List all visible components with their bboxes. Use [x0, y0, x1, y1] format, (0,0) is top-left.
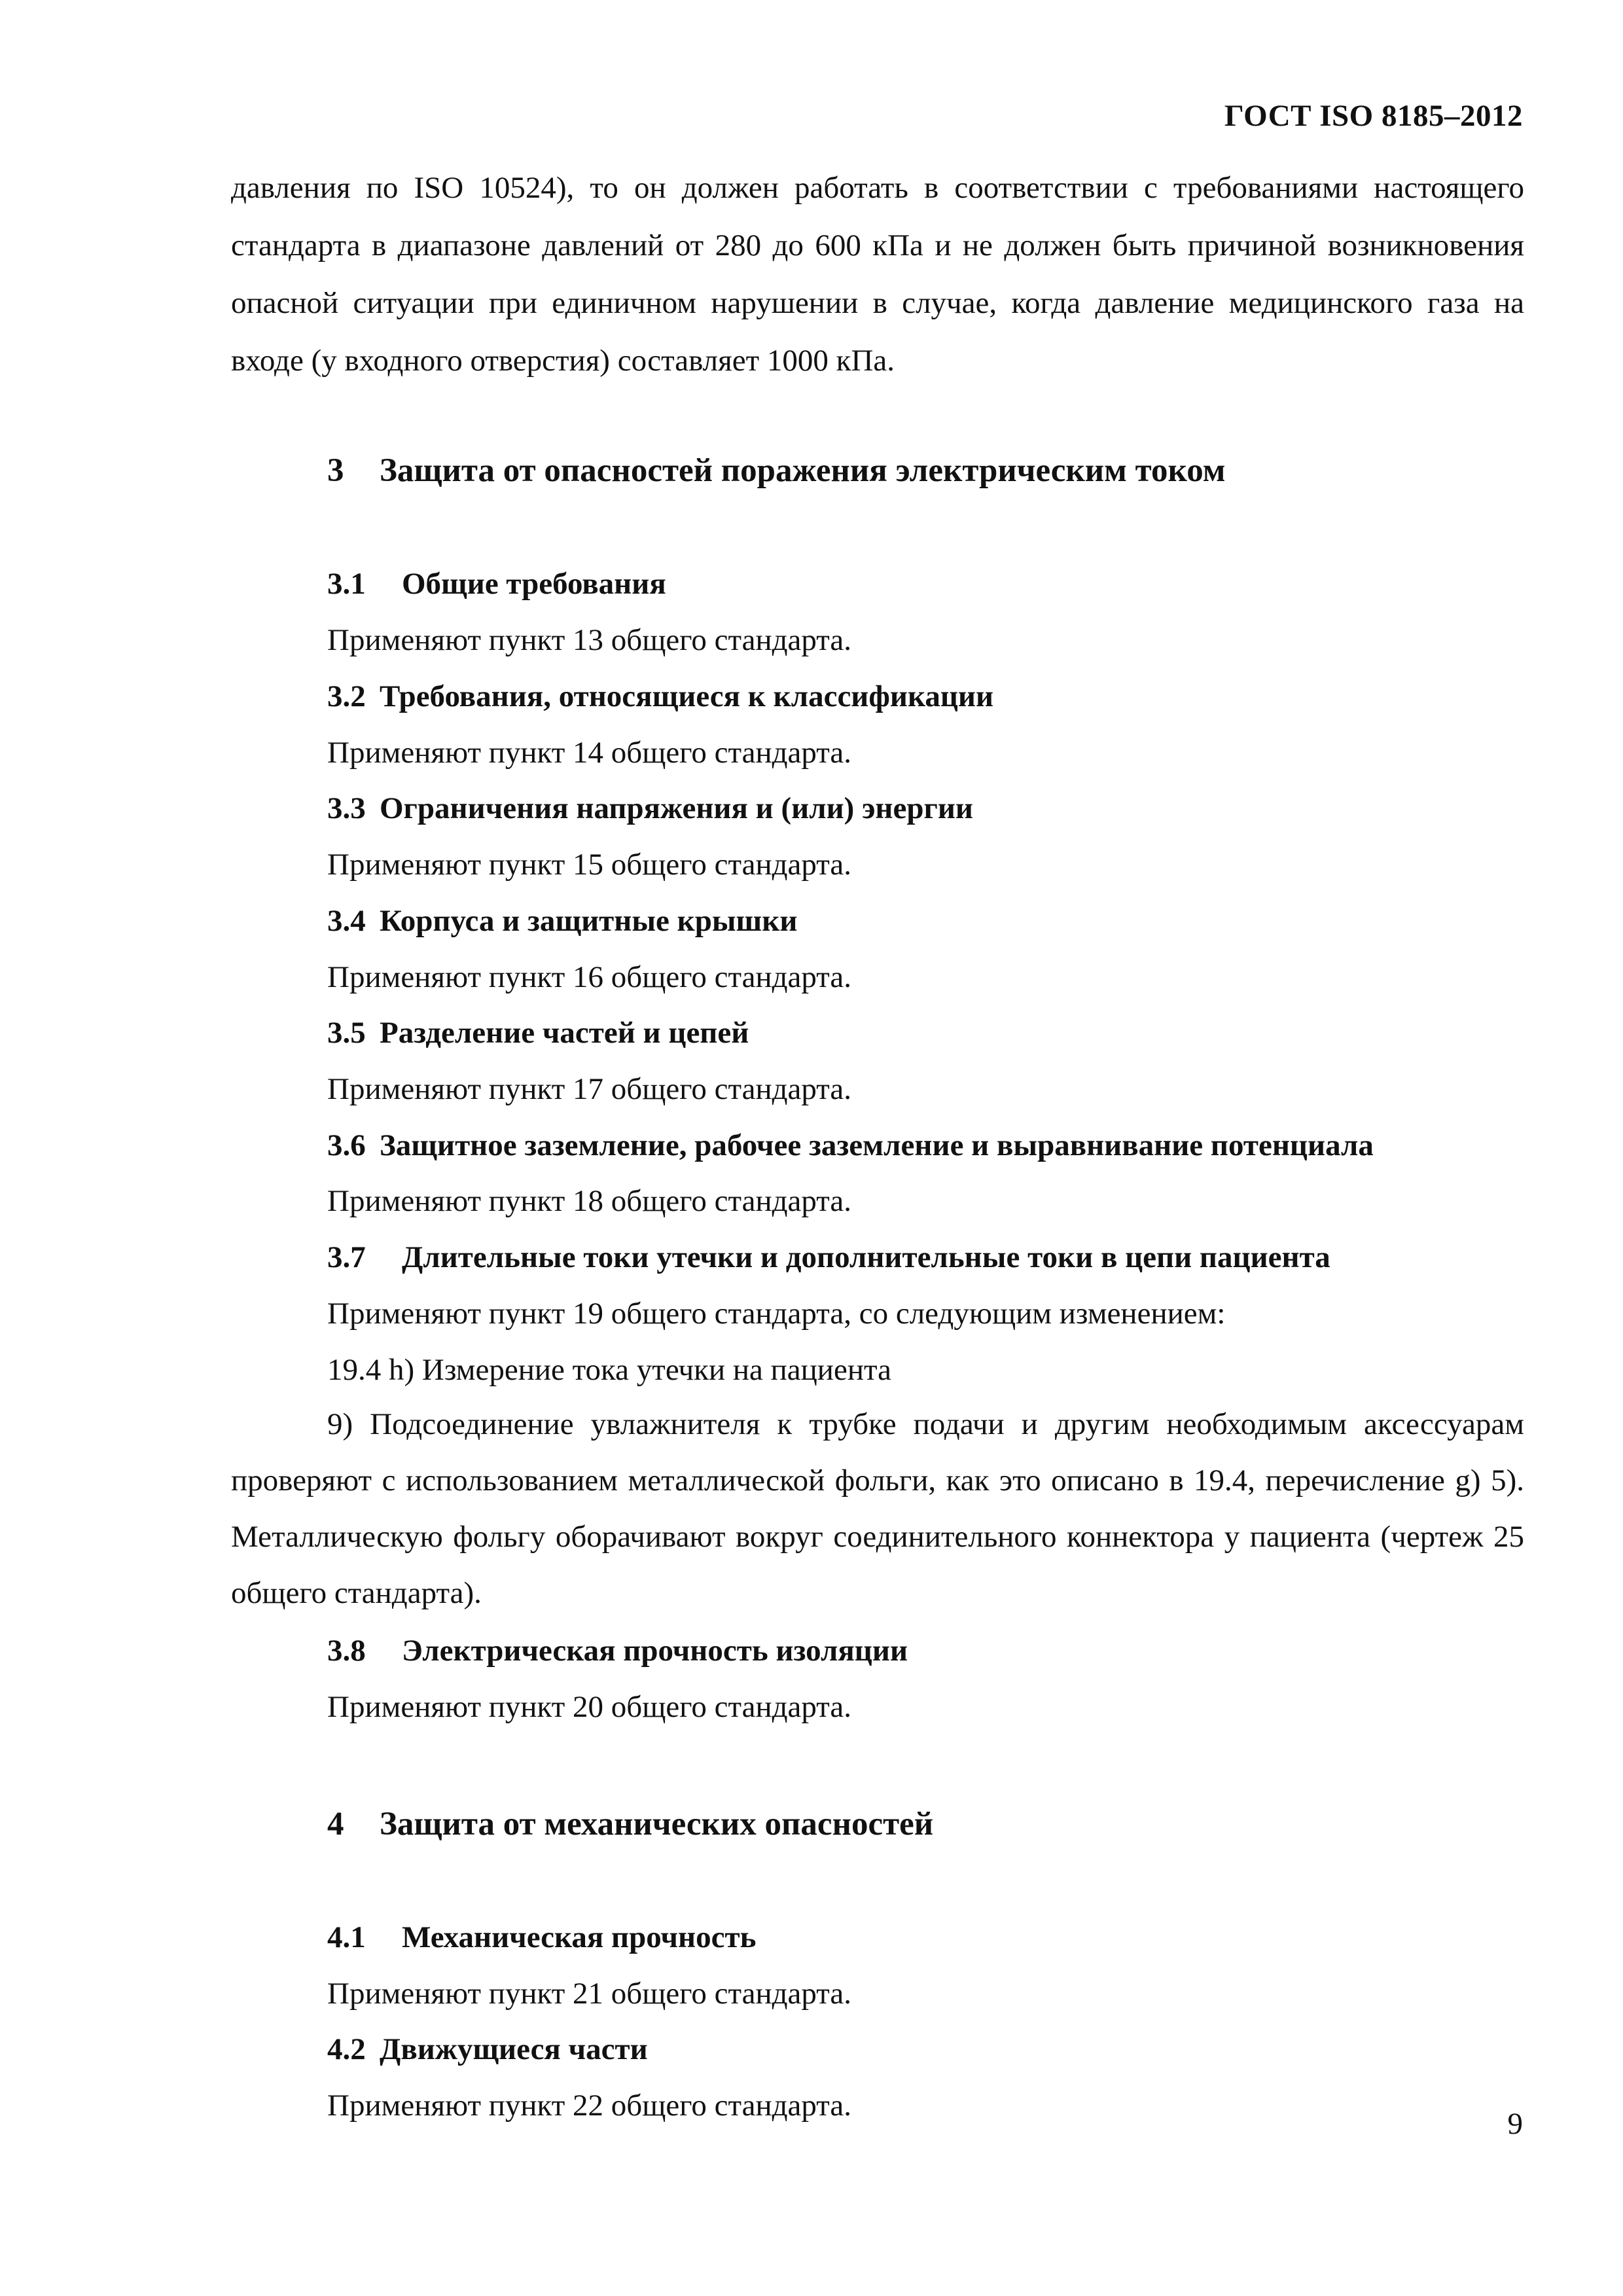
- document-code-header: ГОСТ ISO 8185–2012: [1224, 99, 1523, 133]
- subsection-number: 3.3: [327, 791, 366, 825]
- subsection-title: Ограничения напряжения и (или) энергии: [380, 791, 973, 825]
- section-number: 4: [327, 1806, 344, 1842]
- subsection-text-3-6: Применяют пункт 18 общего стандарта.: [327, 1184, 851, 1218]
- subsection-number: 3.7: [327, 1240, 366, 1274]
- subsection-heading-3-2: [327, 679, 993, 714]
- subsection-number: 3.6: [327, 1128, 366, 1162]
- subsection-text-3-7: Применяют пункт 19 общего стандарта, со следующим изменением:: [327, 1297, 1226, 1331]
- subsection-heading-3-4: [327, 903, 797, 939]
- subsection-heading-4-1: [327, 1920, 756, 1955]
- subsection-title: Общие требования: [402, 567, 666, 601]
- section-number: 3: [327, 452, 344, 489]
- subsection-number: 3.5: [327, 1016, 366, 1050]
- subsection-heading-3-8: [327, 1633, 908, 1668]
- page-number: 9: [1507, 2107, 1523, 2141]
- subsection-title: Требования, относящиеся к классификации: [380, 679, 994, 713]
- subsection-heading-3-5: [327, 1015, 749, 1050]
- section-title: Защита от механических опасностей: [380, 1806, 934, 1842]
- subsection-text-3-8: Применяют пункт 20 общего стандарта.: [327, 1690, 851, 1724]
- subsection-text-3-2: Применяют пункт 14 общего стандарта.: [327, 736, 851, 770]
- subsection-heading-3-1: [327, 566, 666, 601]
- subsection-number: 3.2: [327, 679, 366, 713]
- subsection-title: Защитное заземление, рабочее заземление и выравнивание потенциала: [380, 1128, 1374, 1162]
- subsection-number: 3.4: [327, 904, 366, 938]
- amendment-item-9: 9) Подсоединение увлажнителя к трубке подачи и другим необходимым аксессуарам проверяют с использованием металлической фольги, как это описано в 19.4, перечисление g) 5). Металлическую фольгу оборачивают вокруг соединительного коннектора у пациента (чертеж 25 общего стандарта).: [231, 1407, 1524, 1610]
- amendment-19-4-h: 19.4 h) Измерение тока утечки на пациента: [327, 1353, 891, 1387]
- subsection-heading-3-3: [327, 791, 973, 826]
- subsection-text-4-1: Применяют пункт 21 общего стандарта.: [327, 1977, 851, 2011]
- subsection-heading-3-6: [327, 1128, 1374, 1163]
- subsection-text-4-2: Применяют пункт 22 общего стандарта.: [327, 2089, 851, 2123]
- subsection-text-3-3: Применяют пункт 15 общего стандарта.: [327, 848, 851, 882]
- subsection-heading-4-2: [327, 2032, 648, 2067]
- subsection-title: Корпуса и защитные крышки: [380, 904, 798, 938]
- subsection-heading-3-7: [327, 1240, 1330, 1275]
- subsection-number: 4.2: [327, 2032, 366, 2066]
- intro-paragraph: давления по ISO 10524), то он должен работать в соответствии с требованиями настоящего стандарта в диапазоне давлений от 280 до 600 кПа и не должен быть причиной возникновения опасной ситуации при единичном нарушении в случае, когда давление медицинского газа на входе (у входного отверстия) составляет 1000 кПа.: [231, 171, 1524, 378]
- subsection-title: Механическая прочность: [402, 1920, 757, 1954]
- subsection-title: Движущиеся части: [380, 2032, 648, 2066]
- subsection-title: Длительные токи утечки и дополнительные токи в цепи пациента: [402, 1240, 1330, 1274]
- subsection-title: Электрическая прочность изоляции: [402, 1634, 908, 1668]
- section-4-heading: [327, 1805, 933, 1843]
- subsection-number: 3.1: [327, 567, 366, 601]
- subsection-text-3-4: Применяют пункт 16 общего стандарта.: [327, 960, 851, 994]
- section-title: Защита от опасностей поражения электрическим током: [380, 452, 1226, 489]
- subsection-text-3-5: Применяют пункт 17 общего стандарта.: [327, 1072, 851, 1106]
- subsection-number: 4.1: [327, 1920, 366, 1954]
- section-3-heading: [327, 452, 1226, 490]
- subsection-number: 3.8: [327, 1634, 366, 1668]
- subsection-title: Разделение частей и цепей: [380, 1016, 749, 1050]
- subsection-text-3-1: Применяют пункт 13 общего стандарта.: [327, 623, 851, 657]
